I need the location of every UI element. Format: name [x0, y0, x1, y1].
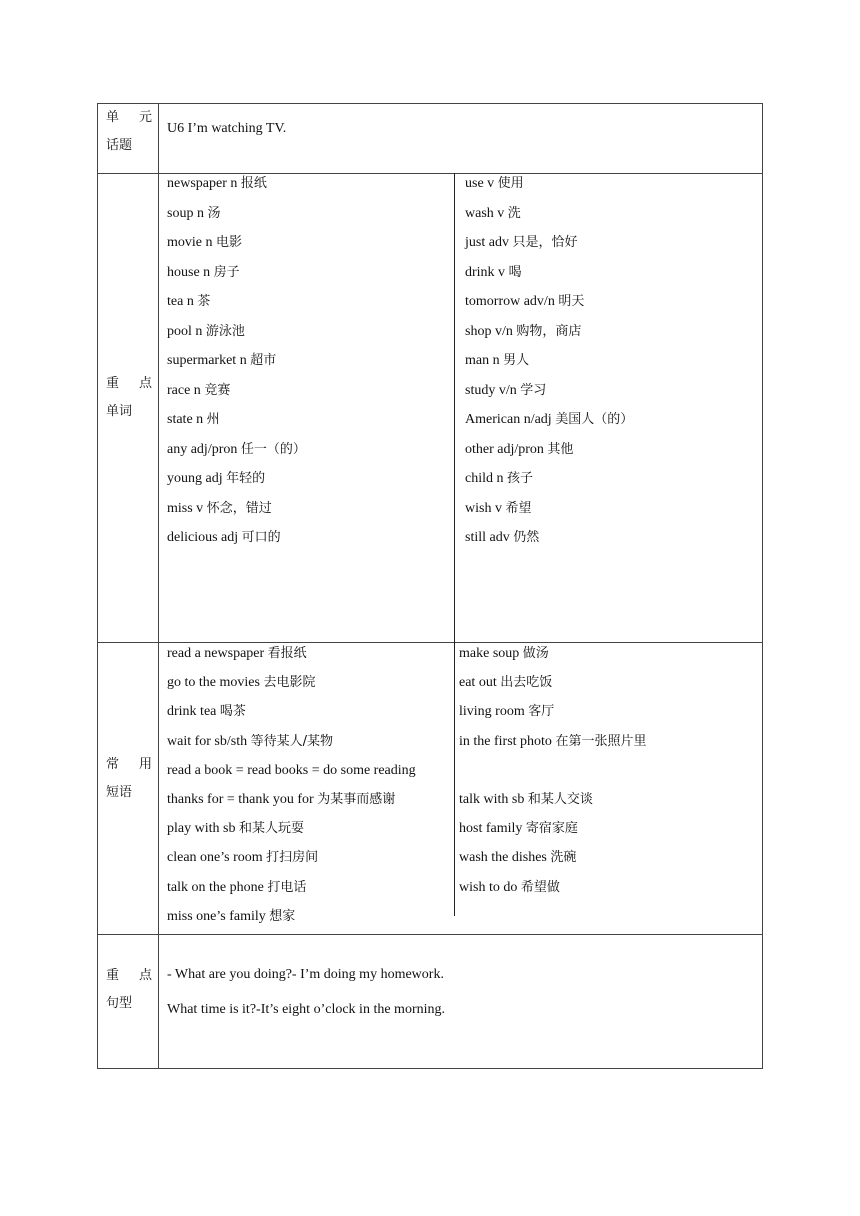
phrase-item-chinese: 打电话 — [267, 879, 307, 895]
phrase-item-english: read a book = read books = do some reading — [167, 762, 416, 778]
vocab-item — [167, 204, 306, 234]
vocab-item — [167, 381, 306, 411]
phrase-item — [167, 673, 416, 702]
vocab-item-english: newspaper n — [167, 176, 238, 191]
vocab-item-english: study v/n — [465, 382, 517, 398]
vocab-item — [167, 440, 306, 470]
vocab-list-right — [465, 174, 633, 558]
phrase-item-english: talk with sb — [459, 791, 525, 807]
vocab-item-chinese: 只是，恰好 — [512, 235, 578, 250]
vocab-item-chinese: 孩子 — [507, 471, 534, 486]
vocab-item — [465, 469, 633, 499]
phrase-item — [459, 848, 646, 877]
phrase-item-chinese: 在第一张照片里 — [555, 733, 647, 749]
vocab-item-chinese: 美国人（的） — [555, 412, 634, 427]
phrase-item-chinese: 等待某人/某物 — [250, 733, 333, 749]
phrase-item-english: read a newspaper — [167, 646, 265, 661]
phrase-item-english: thanks for = thank you for — [167, 791, 314, 807]
vocab-item — [465, 440, 633, 470]
phrase-item-english: play with sb — [167, 821, 236, 837]
vocab-list-left — [167, 174, 306, 558]
vocab-item-chinese: 竞赛 — [204, 382, 231, 398]
vocab-item-english: movie n — [167, 235, 213, 250]
vocab-item-english: supermarket n — [167, 353, 247, 368]
phrase-item — [459, 644, 646, 673]
vocab-item — [167, 499, 306, 529]
phrase-item-chinese: 和某人玩耍 — [238, 821, 304, 837]
phrase-item-chinese: 做汤 — [522, 646, 549, 661]
vocab-item — [167, 469, 306, 499]
vocab-column-divider — [454, 173, 455, 642]
vocab-item-english: shop v/n — [465, 323, 513, 339]
vocab-item-chinese: 喝 — [508, 264, 522, 280]
vocab-item-chinese: 可口的 — [241, 530, 281, 545]
phrase-item-english: wait for sb/sth — [167, 733, 248, 749]
vocab-item-english: tomorrow adv/n — [465, 294, 555, 309]
vocab-item-chinese: 洗 — [507, 205, 521, 221]
vocab-item — [167, 351, 306, 381]
vocab-item-english: wash v — [465, 205, 505, 221]
vocab-item-english: just adv — [465, 235, 509, 250]
vocab-item — [465, 499, 633, 529]
unit-summary-table — [97, 103, 763, 1069]
vocab-item-english: American n/adj — [465, 412, 552, 427]
phrase-item-chinese: 看报纸 — [267, 646, 307, 661]
vocab-item — [167, 233, 306, 263]
phrase-item-english: clean one’s room — [167, 850, 263, 866]
key-sentences — [167, 965, 445, 1035]
topic-label: 单 元 话题 — [106, 110, 152, 153]
phrase-item-chinese: 想家 — [269, 908, 296, 924]
phrase-item — [167, 878, 416, 907]
phrase-item-english: eat out — [459, 675, 497, 691]
vocab-item-chinese: 茶 — [197, 294, 211, 309]
phrase-item — [167, 732, 416, 761]
phrase-item — [459, 819, 646, 848]
vocab-item-chinese: 明天 — [558, 294, 585, 309]
phrase-item-english: drink tea — [167, 704, 217, 720]
vocab-item-chinese: 怀念，错过 — [206, 500, 272, 516]
phrase-item-chinese: 和某人交谈 — [527, 791, 593, 807]
vocab-item-chinese: 超市 — [250, 353, 277, 368]
phrase-item-chinese: 希望做 — [520, 879, 560, 895]
phrases-list-right — [459, 644, 646, 907]
vocab-item — [465, 351, 633, 381]
phrase-item-chinese: 喝茶 — [219, 704, 246, 720]
vocab-item-english: other adj/pron — [465, 441, 544, 457]
vocab-item-chinese: 州 — [206, 412, 220, 427]
phrase-item — [167, 848, 416, 877]
phrase-item — [459, 761, 646, 790]
phrase-item — [167, 702, 416, 731]
vocab-item-chinese: 使用 — [497, 176, 524, 191]
vocab-item-chinese: 学习 — [520, 382, 547, 398]
phrase-item-chinese: 洗碗 — [550, 850, 577, 866]
vocab-item — [465, 292, 633, 322]
vocab-item-chinese: 汤 — [207, 205, 221, 221]
vocab-item-english: miss v — [167, 500, 204, 516]
vocab-item — [465, 528, 633, 558]
phrase-item-english: talk on the phone — [167, 879, 264, 895]
vocab-item — [465, 233, 633, 263]
phrase-item-english: living room — [459, 704, 525, 720]
vocab-item-chinese: 电影 — [216, 235, 243, 250]
phrase-item — [167, 907, 416, 936]
phrases-list-left — [167, 644, 416, 936]
vocab-item-chinese: 男人 — [503, 353, 530, 368]
sentences-label: 重 点 句型 — [106, 968, 152, 1011]
unit-topic: U6 I’m watching TV. — [167, 121, 287, 136]
vocab-item-english: delicious adj — [167, 530, 239, 545]
phrase-item-english: wish to do — [459, 879, 518, 895]
vocab-item-english: young adj — [167, 471, 223, 486]
vocab-item — [465, 381, 633, 411]
phrase-item — [459, 702, 646, 731]
phrase-item — [459, 790, 646, 819]
vocab-item-english: house n — [167, 264, 211, 280]
vocab-item-english: still adv — [465, 530, 510, 545]
label-column-divider — [158, 104, 159, 1068]
vocab-item — [465, 263, 633, 293]
vocab-label: 重 点 单词 — [106, 376, 152, 419]
vocab-item — [465, 410, 633, 440]
vocab-item-chinese: 报纸 — [240, 176, 267, 191]
vocab-item — [167, 322, 306, 352]
vocab-item — [167, 528, 306, 558]
vocab-item-english: tea n — [167, 294, 194, 309]
vocab-item-chinese: 年轻的 — [226, 471, 266, 486]
phrase-item — [167, 644, 416, 673]
phrase-item — [167, 790, 416, 819]
vocab-item-english: state n — [167, 412, 204, 427]
phrase-item-english: in the first photo — [459, 733, 552, 749]
phrase-item-english: miss one’s family — [167, 908, 266, 924]
sentence-item: What time is it?-It’s eight o’clock in the morning. — [167, 1002, 445, 1017]
phrase-item-english: wash the dishes — [459, 850, 547, 866]
phrase-item — [459, 878, 646, 907]
phrase-item-english: go to the movies — [167, 675, 260, 691]
phrase-item-chinese: 去电影院 — [263, 675, 316, 691]
vocab-item-chinese: 任一（的） — [240, 441, 306, 457]
phrase-item-chinese: 客厅 — [528, 704, 555, 720]
vocab-item-chinese: 游泳池 — [205, 323, 245, 339]
vocab-item-chinese: 希望 — [505, 500, 532, 516]
phrase-item-english: make soup — [459, 646, 520, 661]
phrase-item — [167, 819, 416, 848]
vocab-item — [167, 174, 306, 204]
sentence-item: - What are you doing?- I’m doing my homework. — [167, 967, 444, 982]
phrase-item — [167, 761, 416, 790]
vocab-item — [167, 410, 306, 440]
phrases-label: 常 用 短语 — [106, 757, 152, 800]
vocab-item — [465, 204, 633, 234]
phrase-item — [459, 732, 646, 761]
vocab-item-english: drink v — [465, 264, 506, 280]
phrase-item-chinese: 打扫房间 — [266, 850, 319, 866]
vocab-item-english: child n — [465, 471, 504, 486]
vocab-item-chinese: 购物，商店 — [516, 323, 582, 339]
vocab-item-chinese: 其他 — [547, 441, 574, 457]
phrases-column-divider — [454, 642, 455, 916]
phrase-item — [459, 673, 646, 702]
vocab-item-chinese: 仍然 — [513, 530, 540, 545]
vocab-item-english: man n — [465, 353, 500, 368]
vocab-item-english: any adj/pron — [167, 441, 238, 457]
vocab-item — [167, 263, 306, 293]
vocab-item — [167, 292, 306, 322]
phrase-item-chinese: 出去吃饭 — [500, 675, 553, 691]
phrase-item-chinese: 为某事而感谢 — [317, 791, 396, 807]
vocab-item-english: pool n — [167, 323, 203, 339]
vocab-item — [465, 322, 633, 352]
vocab-item-chinese: 房子 — [213, 264, 240, 280]
vocab-item-english: soup n — [167, 205, 204, 221]
row-divider-vocab — [98, 642, 762, 643]
vocab-item-english: use v — [465, 176, 495, 191]
vocab-item — [465, 174, 633, 204]
vocab-item-english: race n — [167, 382, 201, 398]
vocab-item-english: wish v — [465, 500, 502, 516]
phrase-item-chinese: 寄宿家庭 — [525, 821, 578, 837]
phrase-item-english: host family — [459, 821, 523, 837]
